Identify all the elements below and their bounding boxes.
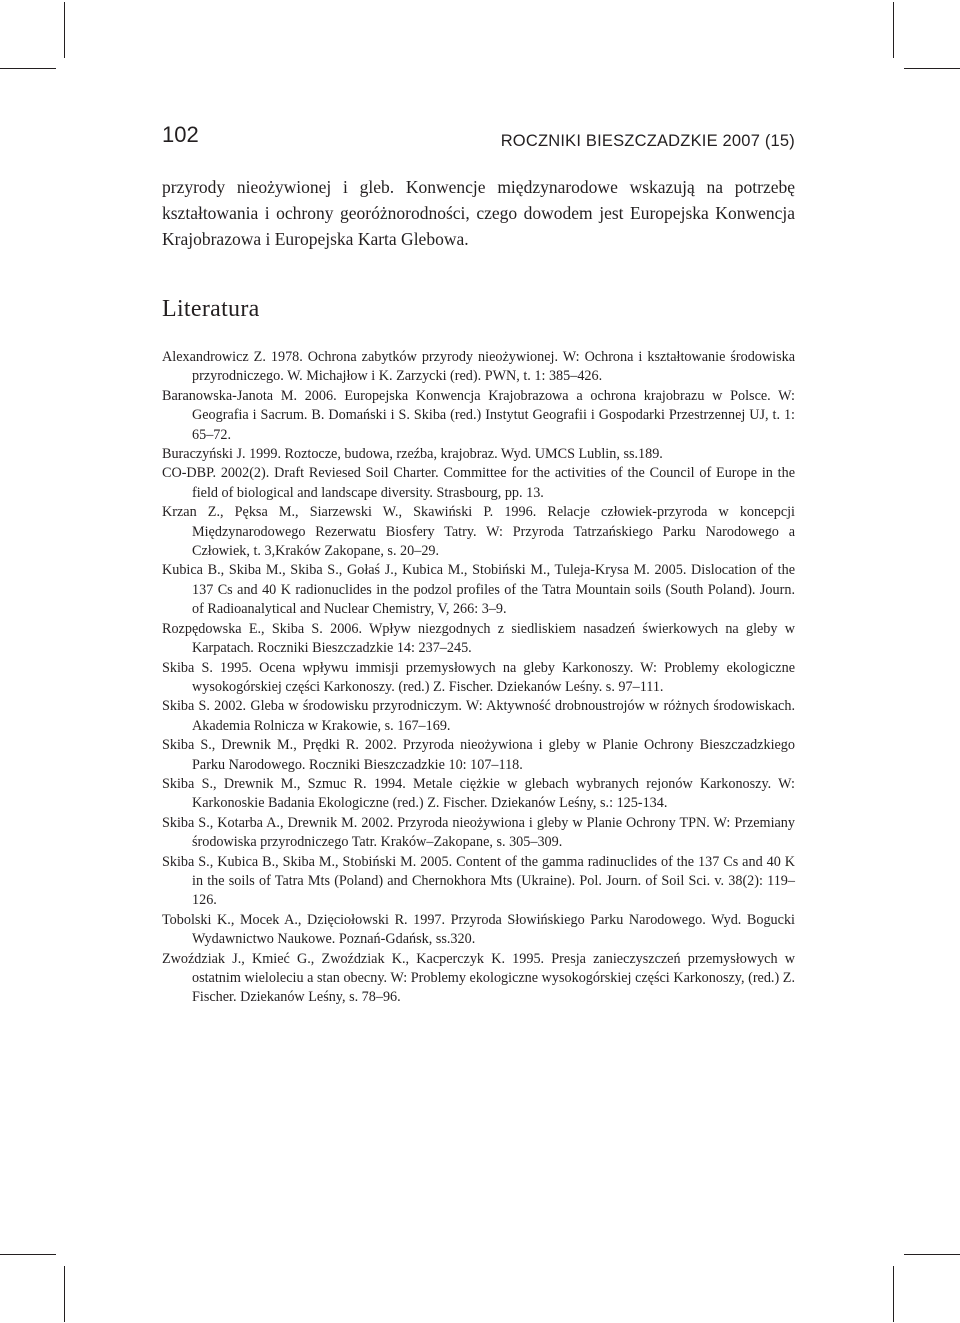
section-title: Literatura bbox=[162, 296, 260, 322]
crop-mark-top-left-h bbox=[0, 68, 56, 69]
crop-mark-bottom-right-h bbox=[904, 1254, 960, 1255]
crop-mark-bottom-right bbox=[893, 1266, 894, 1322]
crop-mark-bottom-left bbox=[64, 1266, 65, 1322]
reference-item: Buraczyński J. 1999. Roztocze, budowa, rzeźba, krajobraz. Wyd. UMCS Lublin, ss.189. bbox=[162, 446, 663, 463]
reference-item: Kubica B., Skiba M., Skiba S., Gołaś J., Kubica M., Stobiński M., Tuleja-Krysa M. 2005. Dislocation of the 137 Cs and 40 K radionuclides in the podzol profiles of the Tatra Mountain soils (South Poland). Journ. of Radioanalytical and Nuclear Chemistry, V, 266: 3–9. bbox=[162, 562, 795, 618]
page-number: 102 bbox=[162, 122, 199, 147]
reference-item: Skiba S. 1995. Ocena wpływu immisji przemysłowych na gleby Karkonoszy. W: Problemy ekologiczne wysokogórskiej części Karkonoszy. (red.) Z. Fischer. Dziekanów Leśny. s. 97–111. bbox=[162, 659, 795, 695]
reference-item: Alexandrowicz Z. 1978. Ochrona zabytków przyrody nieożywionej. W: Ochrona i kształtowanie środowiska przyrodniczego. W. Michajłow i K. Zarzycki (red). PWN, t. 1: 385–426. bbox=[162, 349, 795, 385]
crop-mark-top-right bbox=[893, 2, 894, 58]
crop-mark-bottom-left-h bbox=[0, 1254, 56, 1255]
page-header bbox=[162, 118, 795, 158]
reference-item: Skiba S. 2002. Gleba w środowisku przyrodniczym. W: Aktywność drobnoustrojów w różnych środowiskach. Akademia Rolnicza w Krakowie, s. 167–169. bbox=[162, 698, 795, 734]
running-head: ROCZNIKI BIESZCZADZKIE 2007 (15) bbox=[500, 132, 795, 150]
reference-item: Skiba S., Kotarba A., Drewnik M. 2002. Przyroda nieożywiona i gleby w Planie Ochrony TPN. W: Przemiany środowiska przyrodniczego Tatr. Kraków–Zakopane, s. 305–309. bbox=[162, 814, 795, 851]
reference-item: Skiba S., Drewnik M., Szmuc R. 1994. Metale ciężkie w glebach wybranych rejonów Karkonoszy. W: Karkonoskie Badania Ekologiczne (red.) Z. Fischer. Dziekanów Leśny, s.: 125-134. bbox=[162, 775, 795, 812]
intro-paragraph: przyrody nieożywionej i gleb. Konwencje międzynarodowe wskazują na potrzebę kształtowania i ochrony georóżnorodności, czego dowodem jest Europejska Konwencja Krajobrazowa i Europejska Karta Glebowa. bbox=[162, 177, 795, 249]
crop-mark-top-left bbox=[64, 2, 65, 58]
reference-item: Baranowska-Janota M. 2006. Europejska Konwencja Krajobrazowa a ochrona krajobrazu w Polsce. W: Geografia i Sacrum. B. Domański i S. Skiba (red.) Instytut Geografii i Gospodarki Przestrzennej UJ, t. 1: 65–72. bbox=[162, 387, 795, 443]
reference-list bbox=[162, 348, 795, 1008]
reference-item: Zwoździak J., Kmieć G., Zwoździak K., Kacperczyk K. 1995. Presja zanieczyszczeń przemysłowych w ostatnim wieloleciu a stan obecny. W: Problemy ekologiczne wysokogórskiej części Karkonoszy, (red.) Z. Fischer. Dziekanów Leśny, s. 78–96. bbox=[162, 950, 795, 1006]
reference-item: Rozpędowska E., Skiba S. 2006. Wpływ niezgodnych z siedliskiem nasadzeń świerkowych na gleby w Karpatach. Roczniki Bieszczadzkie 14: 237–245. bbox=[162, 620, 795, 657]
crop-mark-top-right-h bbox=[904, 68, 960, 69]
reference-item: Tobolski K., Mocek A., Dzięciołowski R. 1997. Przyroda Słowińskiego Parku Narodowego. Wyd. Bogucki Wydawnictwo Naukowe. Poznań-Gdańsk, ss.320. bbox=[162, 911, 795, 948]
reference-item: Skiba S., Kubica B., Skiba M., Stobiński M. 2005. Content of the gamma radinuclides of the 137 Cs and 40 K in the soils of Tatra Mts (Poland) and Chernokhora Mts (Ukraine). Pol. Journ. of Soil Sci. v. 38(2): 119–126. bbox=[162, 853, 795, 909]
reference-item: Krzan Z., Pęksa M., Siarzewski W., Skawiński P. 1996. Relacje człowiek-przyroda w koncepcji Międzynarodowego Rezerwatu Biosfery Tatry. W: Przyroda Tatrzańskiego Parku Narodowego a Człowiek, t. 3,Kraków Zakopane, s. 20–29. bbox=[162, 504, 795, 560]
reference-item: Skiba S., Drewnik M., Prędki R. 2002. Przyroda nieożywiona i gleby w Planie Ochrony Bieszczadzkiego Parku Narodowego. Roczniki Bieszczadzkie 10: 107–118. bbox=[162, 737, 795, 773]
reference-item: CO-DBP. 2002(2). Draft Reviesed Soil Charter. Committee for the activities of the Council of Europe in the field of biological and landscape diversity. Strasbourg, pp. 13. bbox=[162, 465, 795, 501]
